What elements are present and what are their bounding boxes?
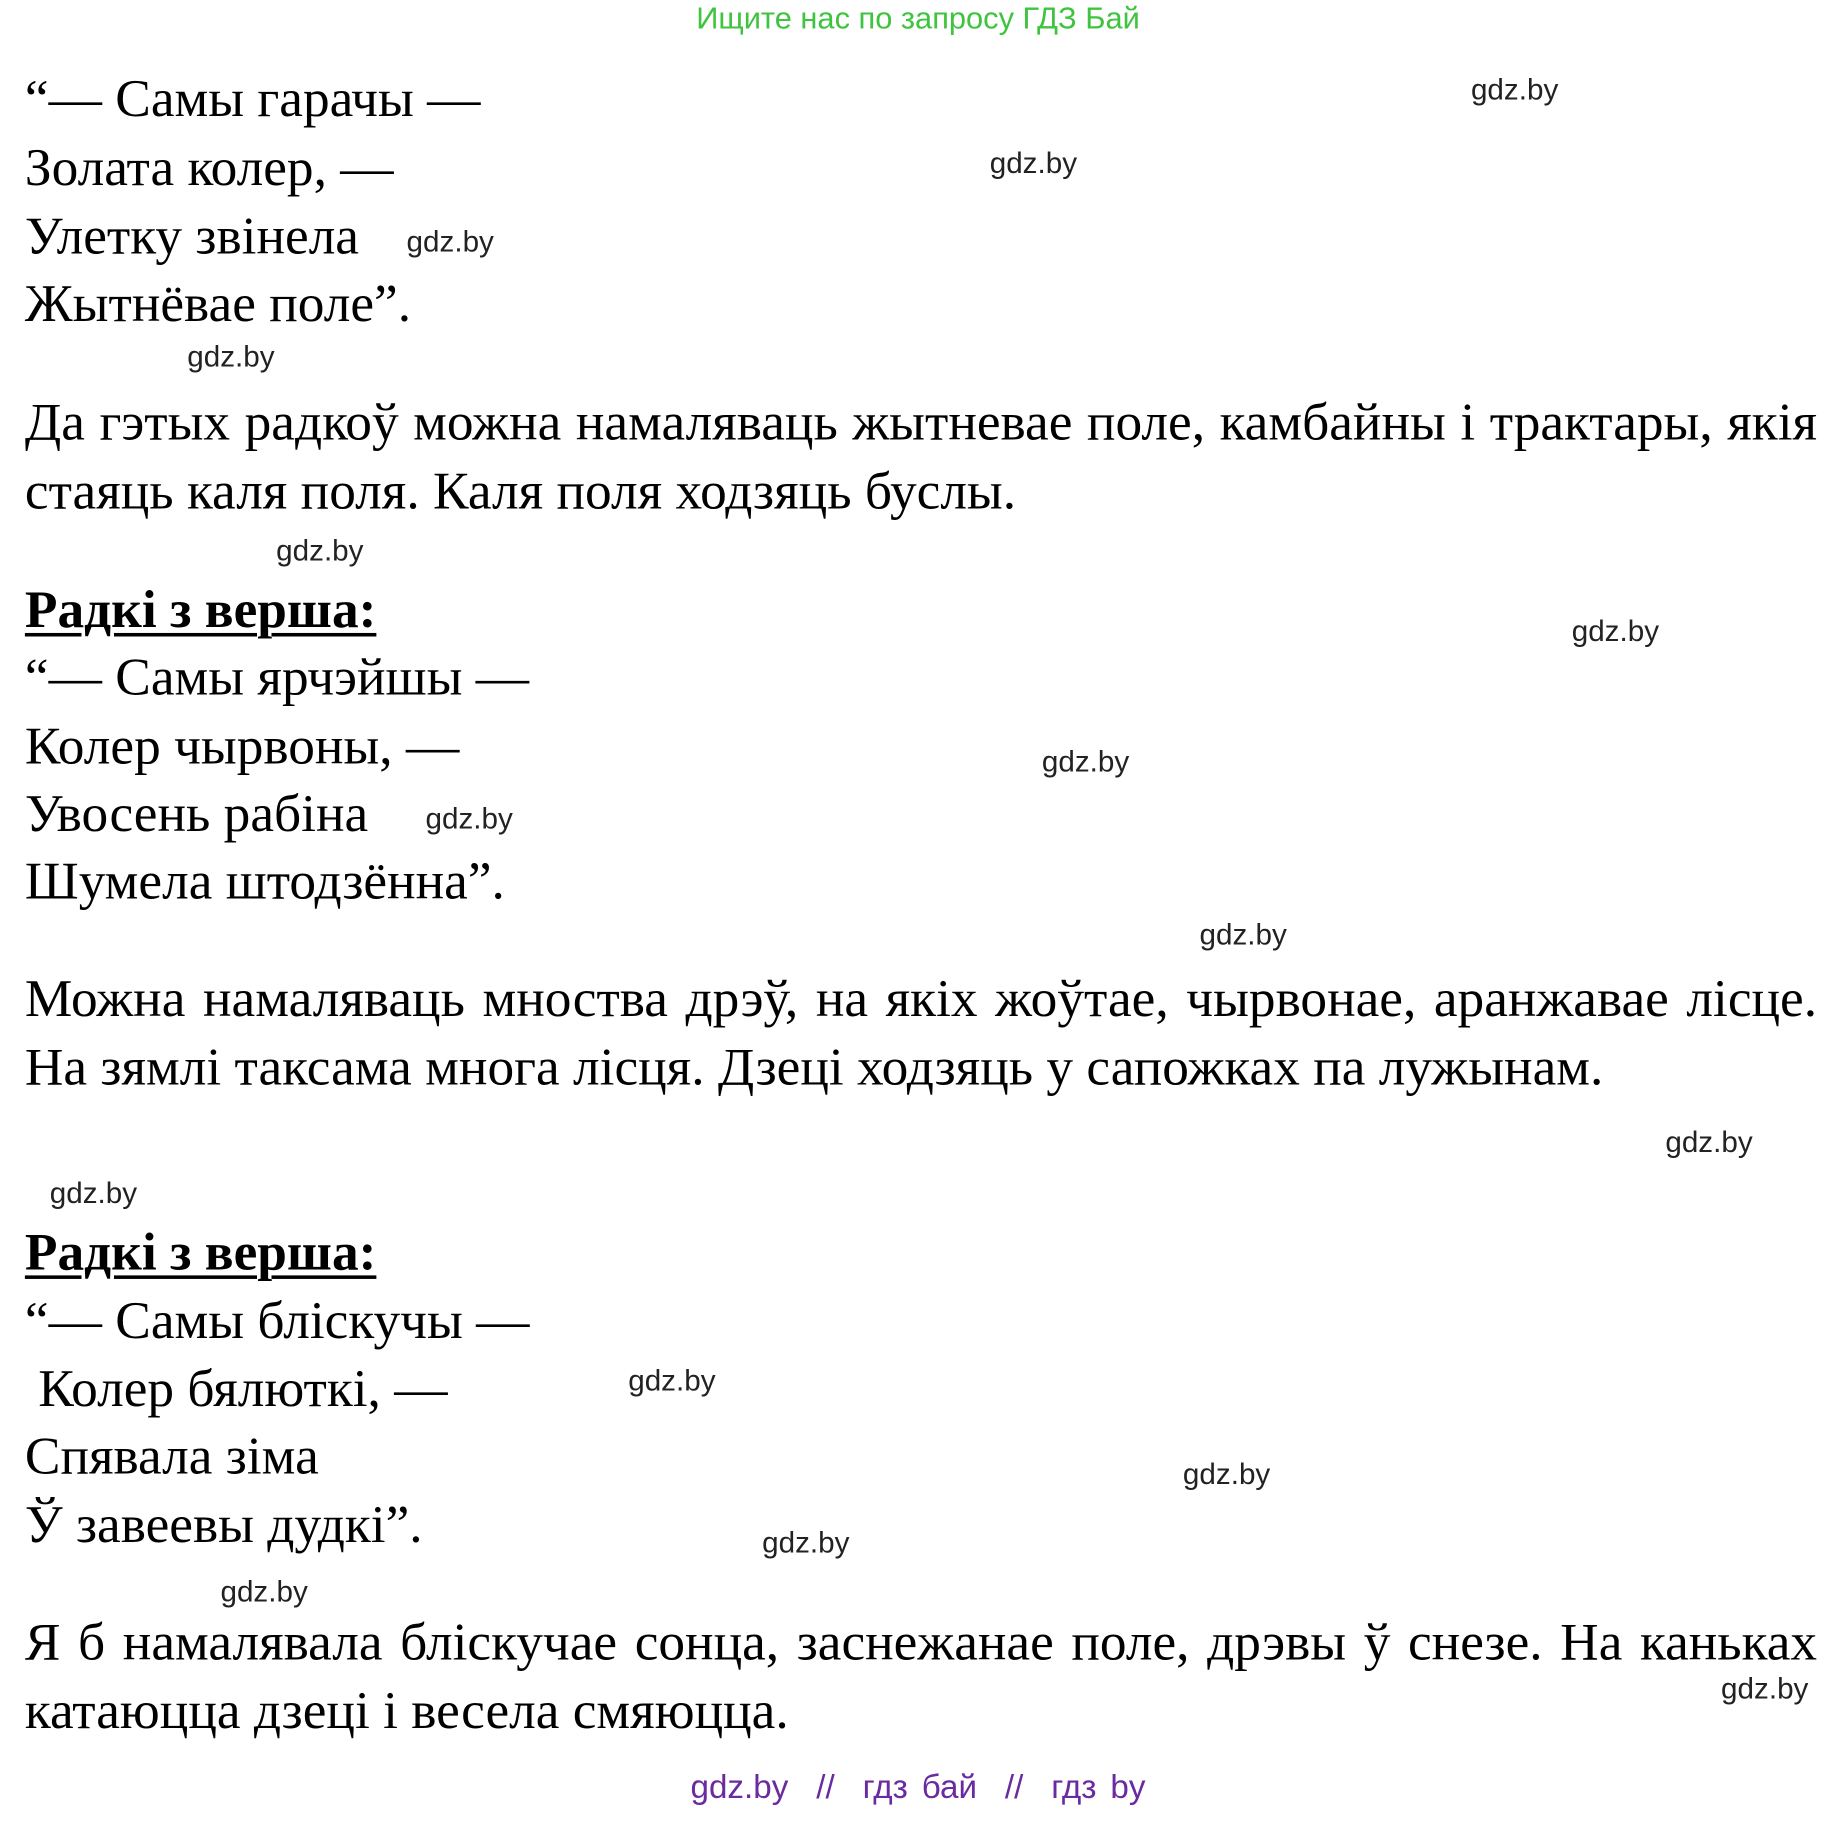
watermark: gdz.by — [989, 146, 1078, 181]
verse-line: Увосень рабіна — [24, 783, 369, 843]
verse-line: Спявала зіма — [24, 1425, 319, 1486]
watermark: gdz.by — [220, 1575, 308, 1609]
watermark: gdz.by — [187, 340, 275, 374]
section-heading: Радкі з верша: — [24, 1222, 377, 1282]
verse-line: Ў завеевы дудкі”. — [24, 1494, 423, 1554]
watermark: gdz.by — [1199, 918, 1287, 952]
verse-line: Шумела штодзённа”. — [24, 851, 505, 911]
top-banner[interactable]: Ищите нас по запросу ГДЗ Бай — [696, 0, 1140, 36]
watermark: gdz.by — [762, 1526, 850, 1560]
paragraph: Можна намаляваць мноства дрэў, на якіх жоўтае, чырвонае, аранжавае лісце. На зямлі таксама многа лісця. Дзецi ходзяць у сапожках па лужынам. — [24, 968, 1818, 1097]
footer-links[interactable]: gdz.by // гдз бай // гдз by — [690, 1768, 1146, 1806]
paragraph: Да гэтых радкоў можна намаляваць жытневае поле, камбайны і трактары, якія стаяць каля поля. Каля поля ходзяць буслы. — [24, 392, 1818, 521]
verse-line: Колер бялюткі, — — [24, 1358, 448, 1418]
watermark: gdz.by — [1182, 1457, 1271, 1492]
watermark: gdz.by — [425, 802, 513, 836]
verse-line: Жытнёвае поле”. — [24, 273, 412, 334]
watermark: gdz.by — [628, 1364, 716, 1398]
verse-line: “— Самы гарачы — — [24, 68, 481, 129]
watermark: gdz.by — [1665, 1126, 1753, 1160]
watermark: gdz.by — [1470, 73, 1559, 107]
watermark: gdz.by — [1571, 615, 1660, 649]
verse-line: “— Самы ярчэйшы — — [24, 647, 530, 707]
section-heading: Радкі з верша: — [24, 579, 377, 639]
watermark: gdz.by — [406, 225, 494, 259]
watermark: gdz.by — [276, 534, 364, 568]
paragraph: Я б намалявала бліскучае сонца, заснежанае поле, дрэвы ў снезе. На каньках катаюцца дзеці і весела смяюцца. — [24, 1612, 1818, 1741]
verse-line: “— Самы бліскучы — — [24, 1290, 530, 1351]
verse-line: Улетку звінела — [24, 206, 359, 266]
watermark: gdz.by — [1041, 745, 1130, 779]
watermark: gdz.by — [49, 1177, 138, 1211]
verse-line: Золата колер, — — [24, 137, 394, 197]
verse-line: Колер чырвоны, — — [24, 715, 460, 776]
watermark: gdz.by — [1721, 1672, 1809, 1706]
